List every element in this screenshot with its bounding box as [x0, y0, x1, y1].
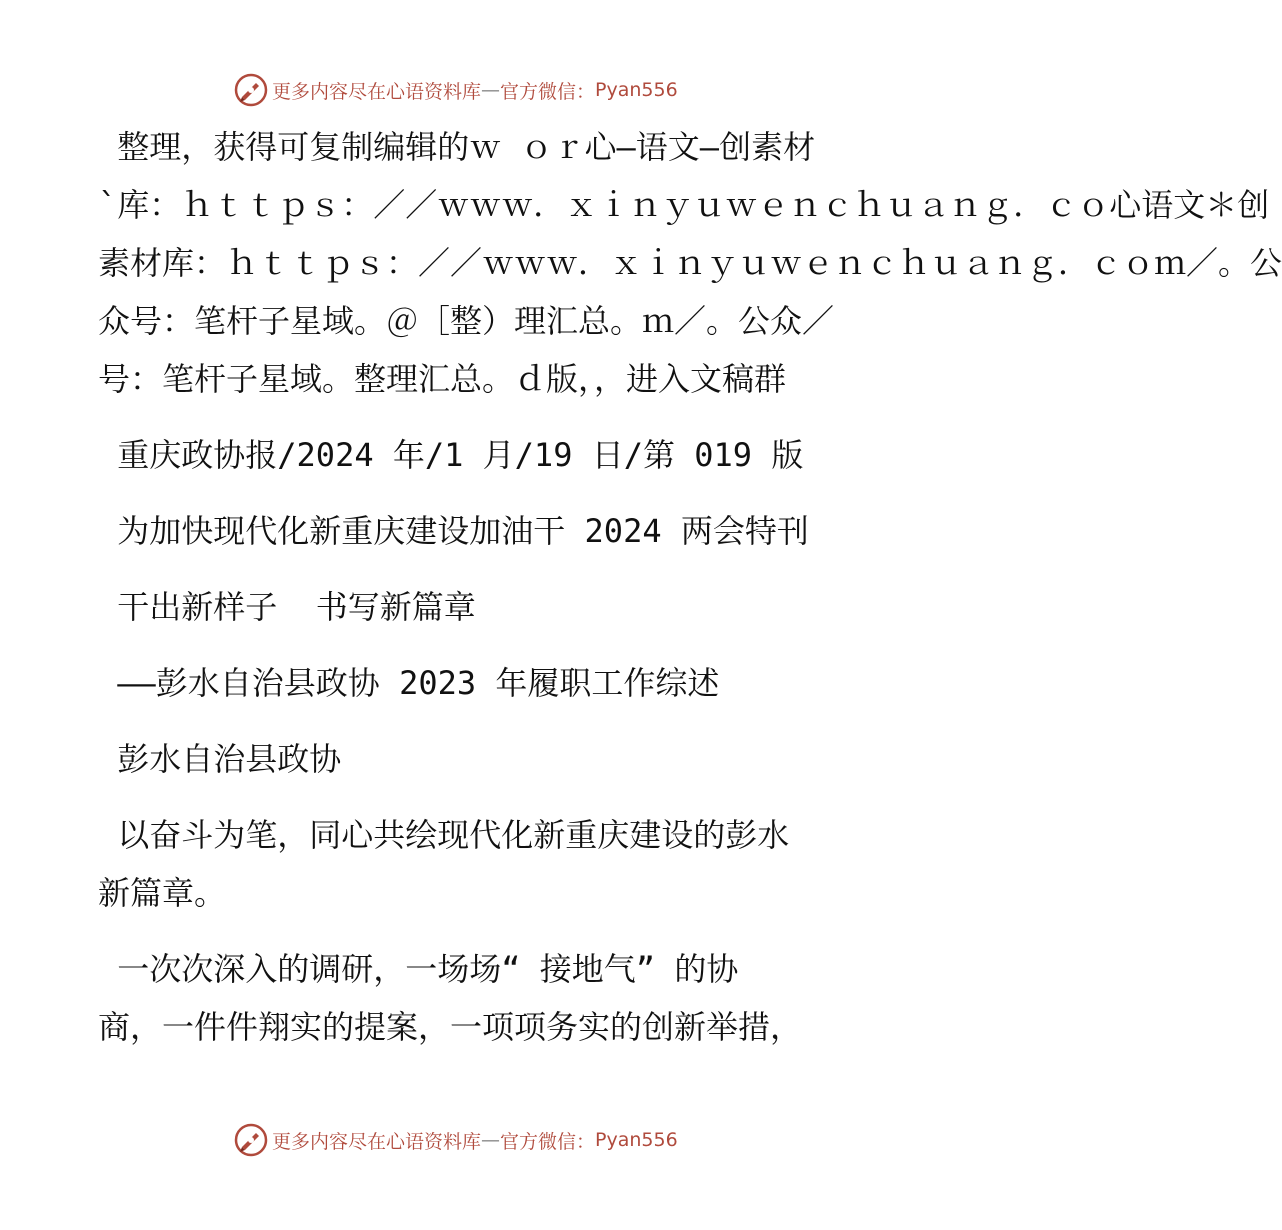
article-body: [98, 118, 1282, 1056]
article-author: 彭水自治县政协: [98, 740, 342, 778]
banner-wechat-label: 官方微信：: [500, 80, 596, 103]
pen-logo-icon: [234, 73, 268, 107]
source-line: 重庆政协报/2024 年/1 月/19 日/第 019 版: [98, 436, 804, 474]
pen-logo-icon: [234, 1123, 268, 1157]
paragraph-line: 新篇章。: [98, 874, 227, 912]
intro-line: 整理，获得可复制编辑的ｗ ｏｒ心—语文—创素材: [98, 128, 816, 166]
banner-wechat-id: Pyan556: [595, 1129, 678, 1151]
paragraph-line: 以奋斗为笔，同心共绘现代化新重庆建设的彭水: [98, 816, 790, 854]
header-banner: [234, 70, 754, 110]
article-title: 干出新样子 书写新篇章: [98, 588, 476, 626]
banner-wechat-label: 官方微信：: [500, 1130, 596, 1153]
banner-wechat-id: Pyan556: [595, 79, 678, 101]
paragraph-line: 一次次深入的调研，一场场“ 接地气” 的协: [98, 950, 739, 988]
intro-line: 素材库：ｈｔｔｐｓ：／／ｗｗｗ．ｘｉｎｙｕｗｅｎｃｈｕａｎｇ．ｃｏｍ／。公: [98, 244, 1282, 282]
banner-separator: —: [481, 79, 501, 101]
banner-text: 更多内容尽在心语资料库: [272, 1130, 482, 1153]
intro-line: 号：笔杆子星域。整理汇总。ｄ版，，进入文稿群: [98, 360, 787, 398]
intro-line: 众号：笔杆子星域。＠［整）理汇总。ｍ／。公众／: [98, 302, 835, 340]
banner-text: 更多内容尽在心语资料库: [272, 80, 482, 103]
footer-banner: [234, 1120, 754, 1160]
column-line: 为加快现代化新重庆建设加油干 2024 两会特刊: [98, 512, 809, 550]
banner-separator: —: [481, 1129, 501, 1151]
intro-line: `库：ｈｔｔｐｓ：／／ｗｗｗ．ｘｉｎｙｕｗｅｎｃｈｕａｎｇ．ｃｏ心语文＊创: [98, 186, 1270, 224]
paragraph-line: 商，一件件翔实的提案，一项项务实的创新举措，: [98, 1008, 803, 1046]
article-subtitle: ——彭水自治县政协 2023 年履职工作综述: [98, 664, 720, 702]
